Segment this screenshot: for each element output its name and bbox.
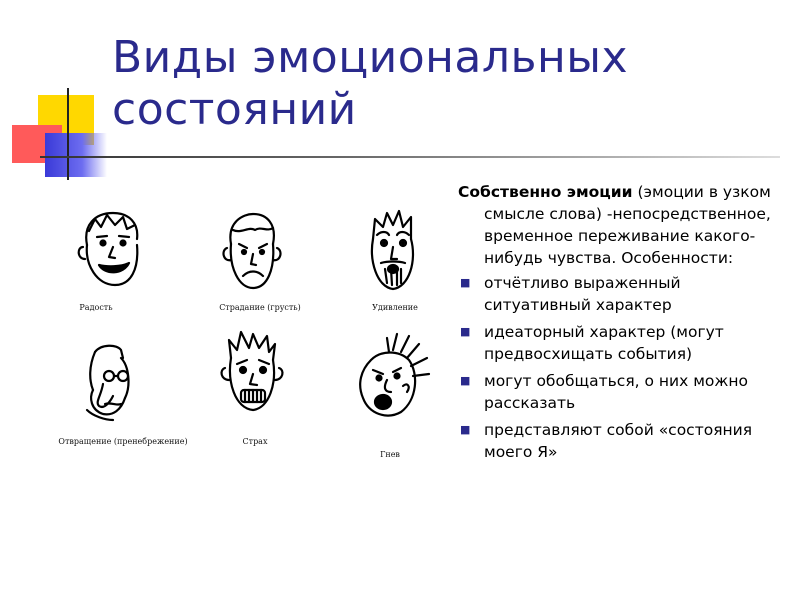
joy-face-icon bbox=[45, 205, 175, 290]
emotions-description bbox=[458, 181, 778, 468]
list-item-text: отчётливо выраженный ситуативный характер bbox=[484, 274, 681, 314]
intro-definition: (эмоции в узком смысле слова) -непосредственное, временное переживание какого-нибудь чувства. Особенности: bbox=[484, 183, 771, 267]
list-item bbox=[458, 272, 778, 316]
intro-term: Собственно эмоции bbox=[458, 183, 633, 201]
face-caption-anger: Гнев bbox=[380, 450, 400, 459]
disgust-face-icon bbox=[45, 340, 175, 425]
list-item-text: идеаторный характер (могут предвосхищать события) bbox=[484, 323, 724, 363]
list-item-text: могут обобщаться, о них можно рассказать bbox=[484, 372, 748, 412]
emotion-faces-illustration bbox=[40, 200, 440, 480]
bullet-icon: ■ bbox=[460, 374, 471, 387]
decor-vertical-line bbox=[67, 88, 69, 180]
title-underline bbox=[40, 156, 780, 158]
bullet-icon: ■ bbox=[460, 276, 471, 289]
slide-title: Виды эмоциональных состояний bbox=[112, 32, 628, 135]
decor-blue-square bbox=[45, 133, 107, 177]
face-caption-surprise: Удивление bbox=[372, 303, 418, 312]
face-caption-disgust: Отвращение (пренебрежение) bbox=[58, 437, 188, 446]
sadness-face-icon bbox=[185, 208, 315, 293]
anger-face-icon bbox=[325, 330, 455, 425]
list-item bbox=[458, 321, 778, 365]
list-item-text: представляют собой «состояния моего Я» bbox=[484, 421, 753, 461]
bullet-icon: ■ bbox=[460, 423, 471, 436]
face-caption-joy: Радость bbox=[79, 303, 113, 312]
intro-paragraph bbox=[458, 181, 778, 269]
list-item bbox=[458, 370, 778, 414]
bullet-icon: ■ bbox=[460, 325, 471, 338]
surprise-face-icon bbox=[325, 205, 455, 295]
features-list bbox=[458, 272, 778, 463]
fear-face-icon bbox=[185, 328, 315, 418]
list-item bbox=[458, 419, 778, 463]
face-caption-sadness: Страдание (грусть) bbox=[219, 303, 301, 312]
face-caption-fear: Страх bbox=[242, 437, 268, 446]
